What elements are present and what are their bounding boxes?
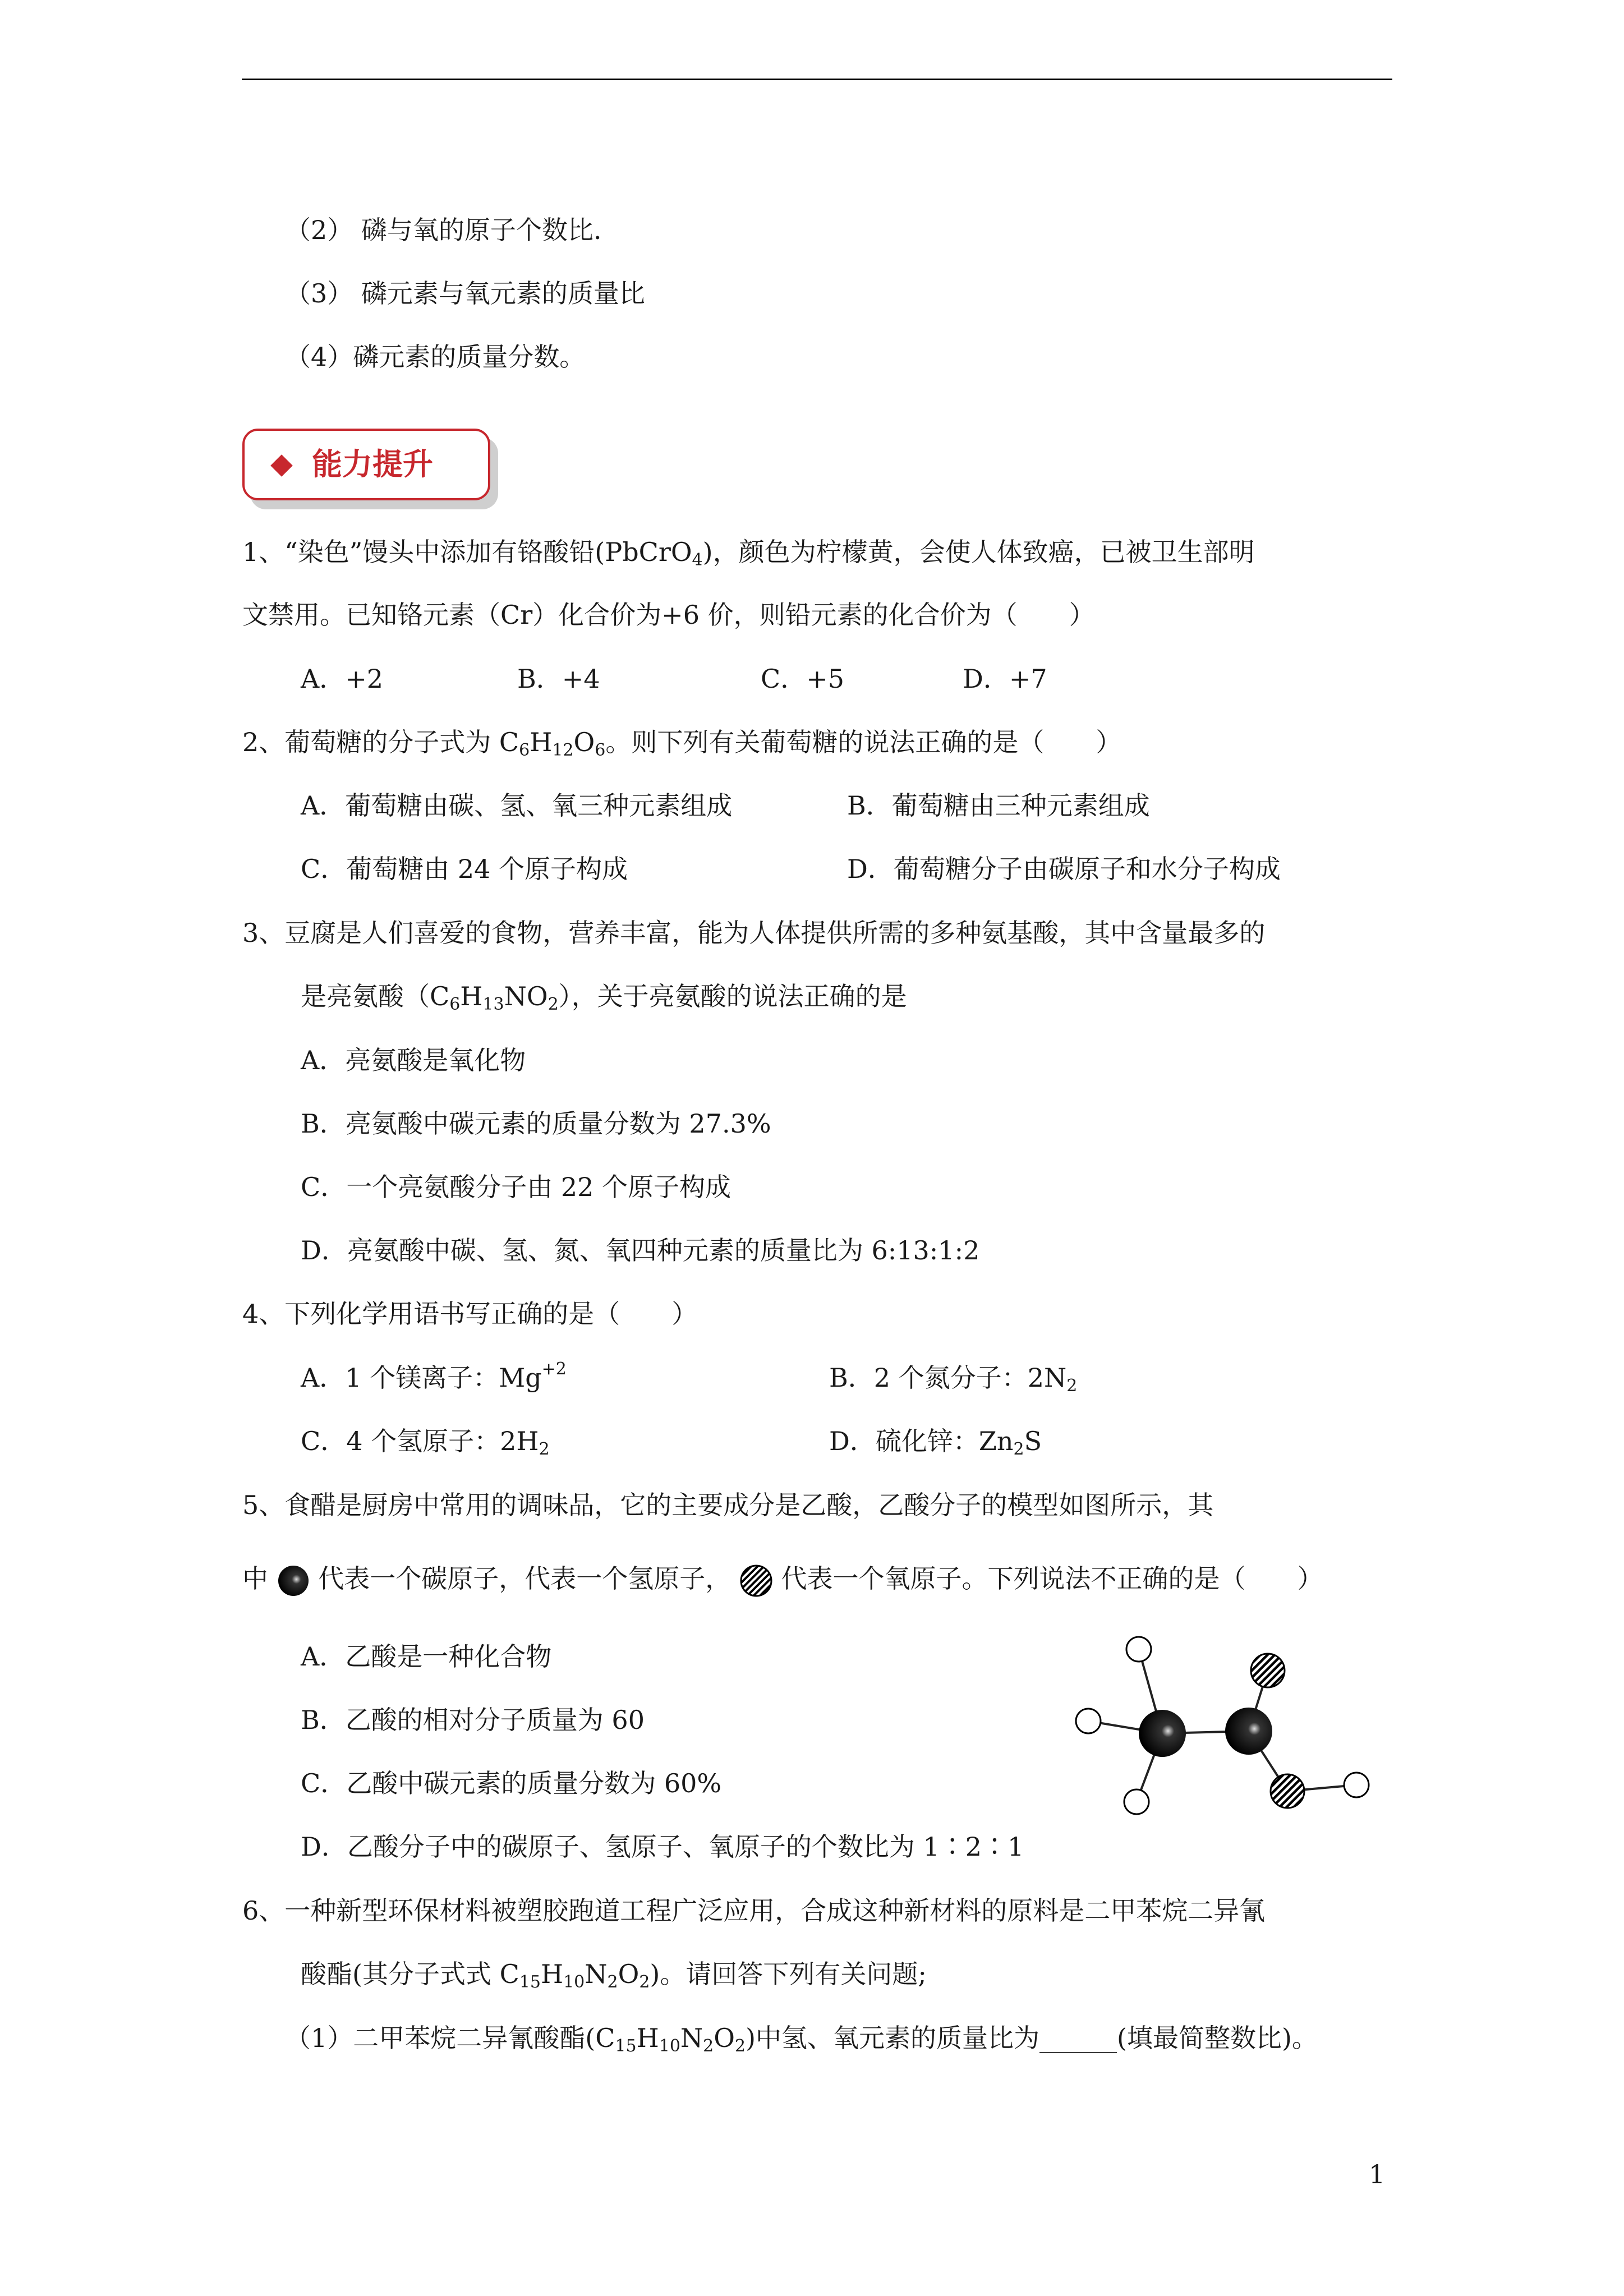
q5-option-c: C．乙酸中碳元素的质量分数为 60% — [301, 1768, 722, 1798]
q3-option-b: B．亮氨酸中碳元素的质量分数为 27.3% — [301, 1108, 771, 1139]
q3-option-d: D．亮氨酸中碳、氢、氮、氧四种元素的质量比为 6:13:1:2 — [301, 1235, 980, 1266]
q3-stem-line1: 3、豆腐是人们喜爱的食物，营养丰富，能为人体提供所需的多种氨基酸，其中含量最多的 — [242, 918, 1266, 948]
section-header-ability — [242, 429, 490, 500]
diamond-icon — [270, 454, 293, 477]
q5-option-b: B．乙酸的相对分子质量为 60 — [301, 1705, 645, 1735]
q3-option-c: C．一个亮氨酸分子由 22 个原子构成 — [301, 1172, 731, 1202]
q3-option-a: A．亮氨酸是氧化物 — [301, 1045, 526, 1075]
q1-option-a: A．+2 — [301, 664, 384, 694]
q4-stem: 4、下列化学用语书写正确的是（ ） — [242, 1299, 698, 1329]
section-title: 能力提升 — [312, 447, 433, 482]
q1-option-d: D．+7 — [963, 664, 1047, 694]
q1-option-c: C．+5 — [761, 664, 845, 694]
q5-option-d: D．乙酸分子中的碳原子、氢原子、氧原子的个数比为 1∶2∶1 — [301, 1832, 1024, 1862]
q5-stem-line2: 中 代表一个碳原子，代表一个氢原子， 代表一个氧原子。下列说法不正确的是（ ） — [242, 1562, 1323, 1598]
q4-option-d: D．硫化锌：$Zn_2S$ — [829, 1426, 1042, 1459]
q2-option-d: D．葡萄糖分子由碳原子和水分子构成 — [847, 854, 1281, 884]
prev-question-2: （2） 磷与氧的原子个数比. — [285, 215, 602, 245]
oxygen-atom-icon — [739, 1564, 773, 1598]
q4-option-b: B．2 个氮分子：$2N_2$ — [829, 1363, 1078, 1396]
q4-option-a: A．1 个镁离子：$Mg^{+2}$ — [301, 1359, 567, 1393]
page-number: 1 — [1369, 2159, 1386, 2189]
q2-option-a: A．葡萄糖由碳、氢、氧三种元素组成 — [301, 790, 733, 821]
q5-stem-line1: 5、食醋是厨房中常用的调味品，它的主要成分是乙酸，乙酸分子的模型如图所示，其 — [242, 1490, 1214, 1520]
q2-stem: 2、葡萄糖的分子式为 $C_6H_{12}O_6$。则下列有关葡萄糖的说法正确的是（ ） — [242, 727, 1122, 760]
q4-option-c: C．4 个氢原子：$2H_2$ — [301, 1426, 550, 1459]
q1-option-b: B．+4 — [517, 664, 600, 694]
carbon-atom-icon — [277, 1564, 310, 1598]
acetic-acid-molecule-model — [1071, 1571, 1374, 1829]
prev-question-4: （4）磷元素的质量分数。 — [285, 342, 586, 372]
header-rule — [242, 79, 1392, 80]
q1-stem-line1: 1、“染色”馒头中添加有铬酸铅(PbCrO$_4$)，颜色为柠檬黄，会使人体致癌，已被卫生部明 — [242, 537, 1255, 570]
q6-subquestion-1: （1）二甲苯烷二异氰酸酯$(C_{15}H_{10}N_2O_2)$中氢、氧元素的质量比为______(填最简整数比)。 — [285, 2023, 1318, 2056]
q6-stem-line1: 6、一种新型环保材料被塑胶跑道工程广泛应用，合成这种新材料的原料是二甲苯烷二异氰 — [242, 1895, 1266, 1926]
q2-option-b: B．葡萄糖由三种元素组成 — [847, 790, 1150, 821]
q6-stem-line2: 酸酯(其分子式式 $C_{15}H_{10}N_2O_2$)。请回答下列有关问题; — [301, 1959, 927, 1992]
q2-option-c: C．葡萄糖由 24 个原子构成 — [301, 854, 628, 884]
q1-stem-line2: 文禁用。已知铬元素（Cr）化合价为+6 价，则铅元素的化合价为（ ） — [242, 600, 1095, 630]
q3-stem-line2: 是亮氨酸$(C_6H_{13}NO_2)$，关于亮氨酸的说法正确的是 — [301, 981, 907, 1014]
prev-question-3: （3） 磷元素与氧元素的质量比 — [285, 278, 645, 309]
q5-option-a: A．乙酸是一种化合物 — [301, 1641, 552, 1672]
